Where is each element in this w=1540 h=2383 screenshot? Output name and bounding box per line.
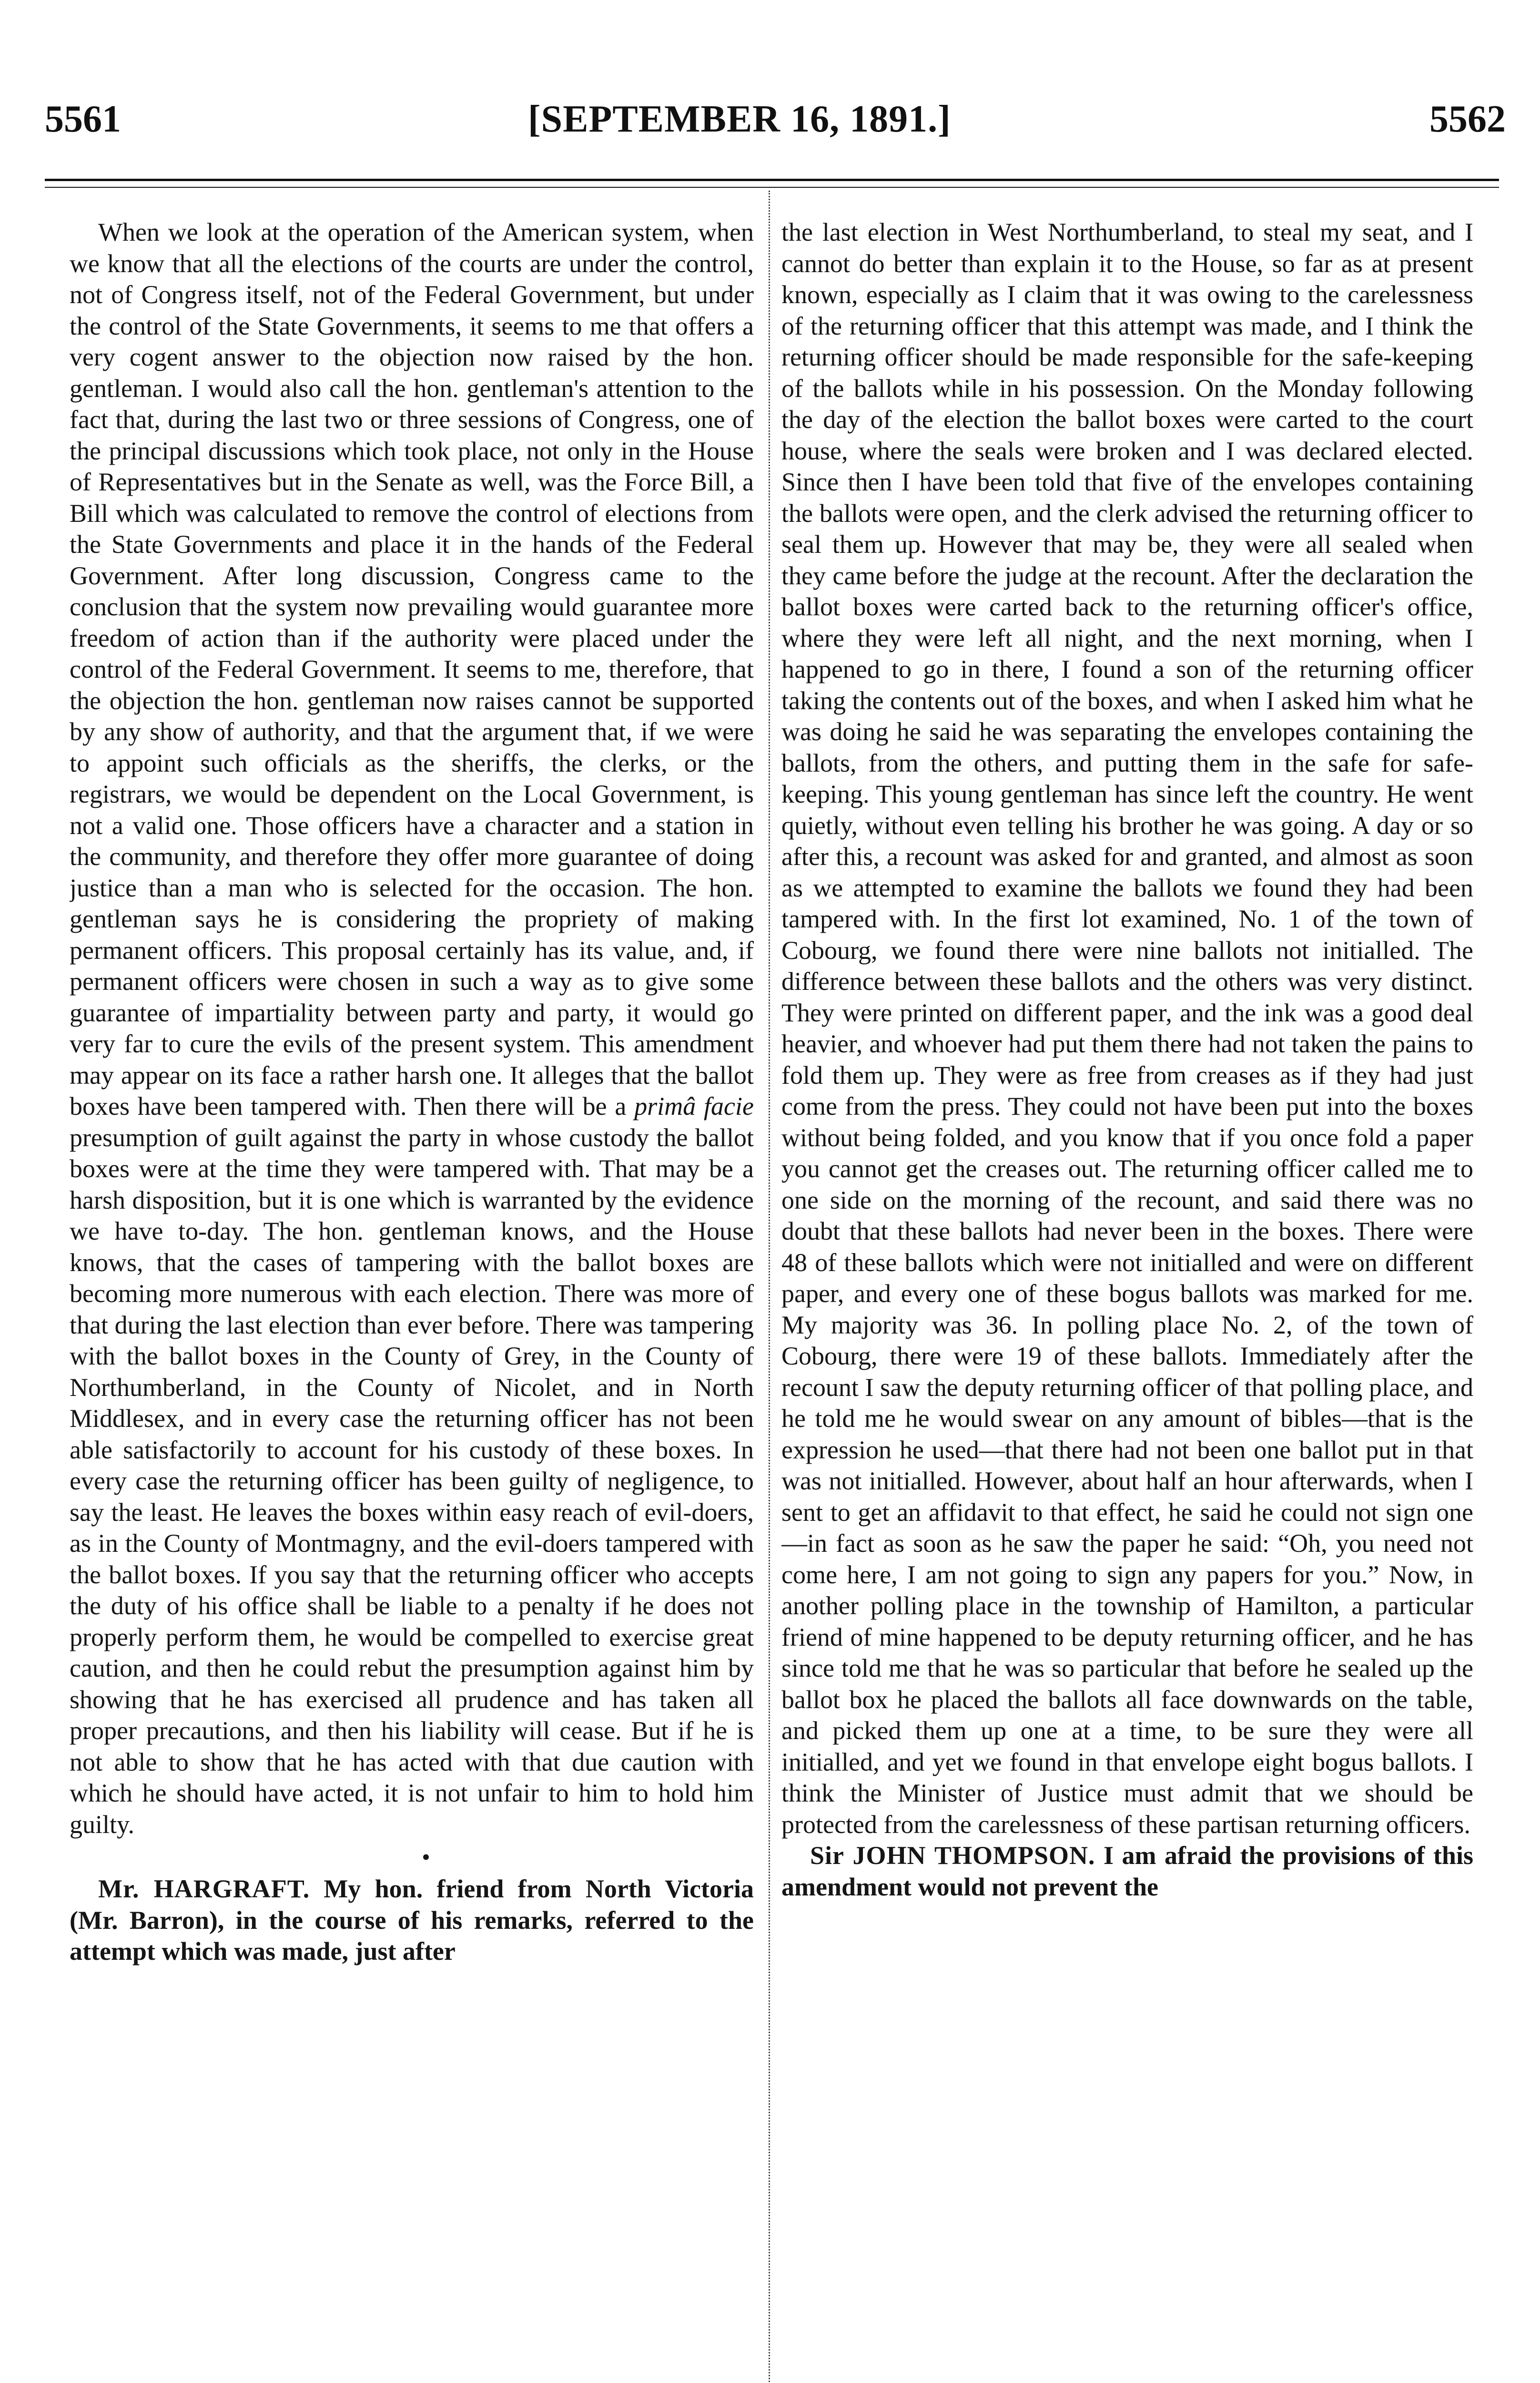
hargraft-speech: [70, 1874, 754, 1967]
right-page-number: 5562: [1429, 98, 1506, 140]
page-header: [0, 98, 1540, 155]
hargraft-speech-text: My hon. friend from North Victoria (Mr. Barron), in the course of his remarks, referred to the attempt which was made, just after: [70, 1874, 754, 1965]
left-paragraph-1-text: When we look at the operation of the American system, when we know that all the elections of the courts are under the control, not of Congress itself, not of the Federal Government, but under the control of the State Governments, it seems to me that offers a very cogent answer to the objection now raised by the hon. gentleman. I would also call the hon. gentleman's attention to the fact that, during the last two or three sessions of Congress, one of the principal discussions which took place, not only in the House of Representatives but in the Senate as well, was the Force Bill, a Bill which was calculated to remove the control of elections from the State Governments and place it in the hands of the Federal Government. After long discussion, Congress came to the conclusion that the system now prevailing would guarantee more freedom of action than if the authority were placed under the control of the Federal Government. It seems to me, therefore, that the objection the hon. gentleman now raises cannot be supported by any show of authority, and that the argument that, if we were to appoint such officials as the sheriffs, the clerks, or the registrars, we would be dependent on the Local Government, is not a valid one. Those officers have a character and a station in the community, and therefore they offer more guarantee of doing justice than a man who is selected for the occasion. The hon. gentleman says he is considering the propriety of making permanent officers. This proposal certainly has its value, and, if permanent officers were chosen in such a way as to give some guarantee of impartiality between party and party, it would go very far to cure the evils of the present system. This amendment may appear on its face a rather harsh one. It alleges that the ballot boxes have been tampered with. Then there will be a: [70, 218, 754, 1120]
right-paragraph-1-text: the last election in West Northumberland, to steal my seat, and I cannot do better than explain it to the House, so far as at present known, especially as I claim that it was owing to the carelessness of the returning officer that this attempt was made, and I think the returning officer should be made responsible for the safe-keeping of the ballots while in his possession. On the Monday following the day of the election the ballot boxes were carted to the court house, where the seals were broken and I was declared elected. Since then I have been told that five of the envelopes containing the ballots were open, and the clerk advised the returning officer to seal them up. However that may be, they were all sealed when they came before the judge at the recount. After the declaration the ballot boxes were carted back to the returning officer's office, where they were left all night, and the next morning, when I happened to go in there, I found a son of the returning officer taking the contents out of the boxes, and when I asked him what he was doing he said he was separating the envelopes containing the ballots, from the others, and putting them in the safe for safe-keeping. This young gentleman has since left the country. He went quietly, without even telling his brother he was going. A day or so after this, a recount was asked for and granted, and almost as soon as we attempted to examine the ballots we found they had been tampered with. In the first lot examined, No. 1 of the town of Cobourg, we found there were nine ballots not initialled. The difference between these ballots and the others was very distinct. They were printed on different paper, and the ink was a good deal heavier, and whoever had put them there had not taken the pains to fold them up. They were as free from creases as if they had just come from the press. They could not have been put into the boxes without being folded, and you know that if you once fold a paper you cannot get the creases out. The returning officer called me to one side on the morning of the recount, and said there was no doubt that these ballots had never been in the boxes. There were 48 of these ballots which were not initialled and were on different paper, and every one of these bogus ballots was marked for me. My majority was 36. In polling place No. 2, of the town of Cobourg, there were 19 of these ballots. Immediately after the recount I saw the deputy returning officer of that polling place, and he told me he would swear on any amount of bibles—that is the expression he used—that there had not been one ballot put in that was not initialled. However, about half an hour afterwards, when I sent to get an affidavit to that effect, he said he could not sign one—in fact as soon as he saw the paper he said: “Oh, you need not come here, I am not going to sign any papers for you.” Now, in another polling place in the township of Hamilton, a particular friend of mine happened to be deputy returning officer, and he has since told me that he was so particular that before he sealed up the ballot box he placed the ballots all face downwards on the table, and picked them up one at a time, to be sure they were all initialled, and yet we found in that envelope eight bogus ballots. I think the Minister of Justice must admit that we should be protected from the carelessness of these partisan returning officers.: [781, 218, 1473, 1839]
left-page-number: 5561: [45, 98, 121, 140]
header-rule-thin: [45, 187, 1499, 188]
thompson-speech: [781, 1840, 1473, 1903]
header-date: [SEPTEMBER 16, 1891.]: [528, 98, 951, 140]
speaker-thompson: Sir JOHN THOMPSON.: [810, 1841, 1095, 1870]
prima-facie-italic: primâ facie: [634, 1092, 754, 1120]
left-column: [70, 217, 754, 2383]
right-paragraph-1: [781, 217, 1473, 1840]
column-divider: [769, 191, 770, 2383]
right-column: [781, 217, 1473, 2383]
left-paragraph-1-end: presumption of guilt against the party in whose custody the ballot boxes were at the time they were tampered with. That may be a harsh disposition, but it is one which is warranted by the evidence we have to-day. The hon. gentleman knows, and the House knows, that the cases of tampering with the ballot boxes are becoming more numerous with each election. There was more of that during the last election than ever before. There was tampering with the ballot boxes in the County of Grey, in the County of Northumberland, in the County of Nicolet, and in North Middlesex, and in every case the returning officer has not been able satisfactorily to account for his custody of these boxes. In every case the returning officer has been guilty of negligence, to say the least. He leaves the boxes within easy reach of evil-doers, as in the County of Montmagny, and the evil-doers tampered with the ballot boxes. If you say that the returning officer who accepts the duty of his office shall be liable to a penalty if he does not properly perform them, he would be compelled to exercise great caution, and then he could rebut the presumption against him by showing that he has exercised all prudence and has taken all proper precautions, and then his liability will cease. But if he is not able to show that he has acted with that due caution with which he should have acted, it is not unfair to him to hold him guilty.: [70, 1123, 754, 1839]
speech-separator: •: [422, 1843, 430, 1870]
header-rule-thick: [45, 179, 1499, 181]
thompson-speech-text: I am afraid the provisions of this amendment would not prevent the: [781, 1841, 1473, 1901]
left-paragraph-1: [70, 217, 754, 1840]
speaker-hargraft: Mr. HARGRAFT.: [98, 1874, 310, 1903]
